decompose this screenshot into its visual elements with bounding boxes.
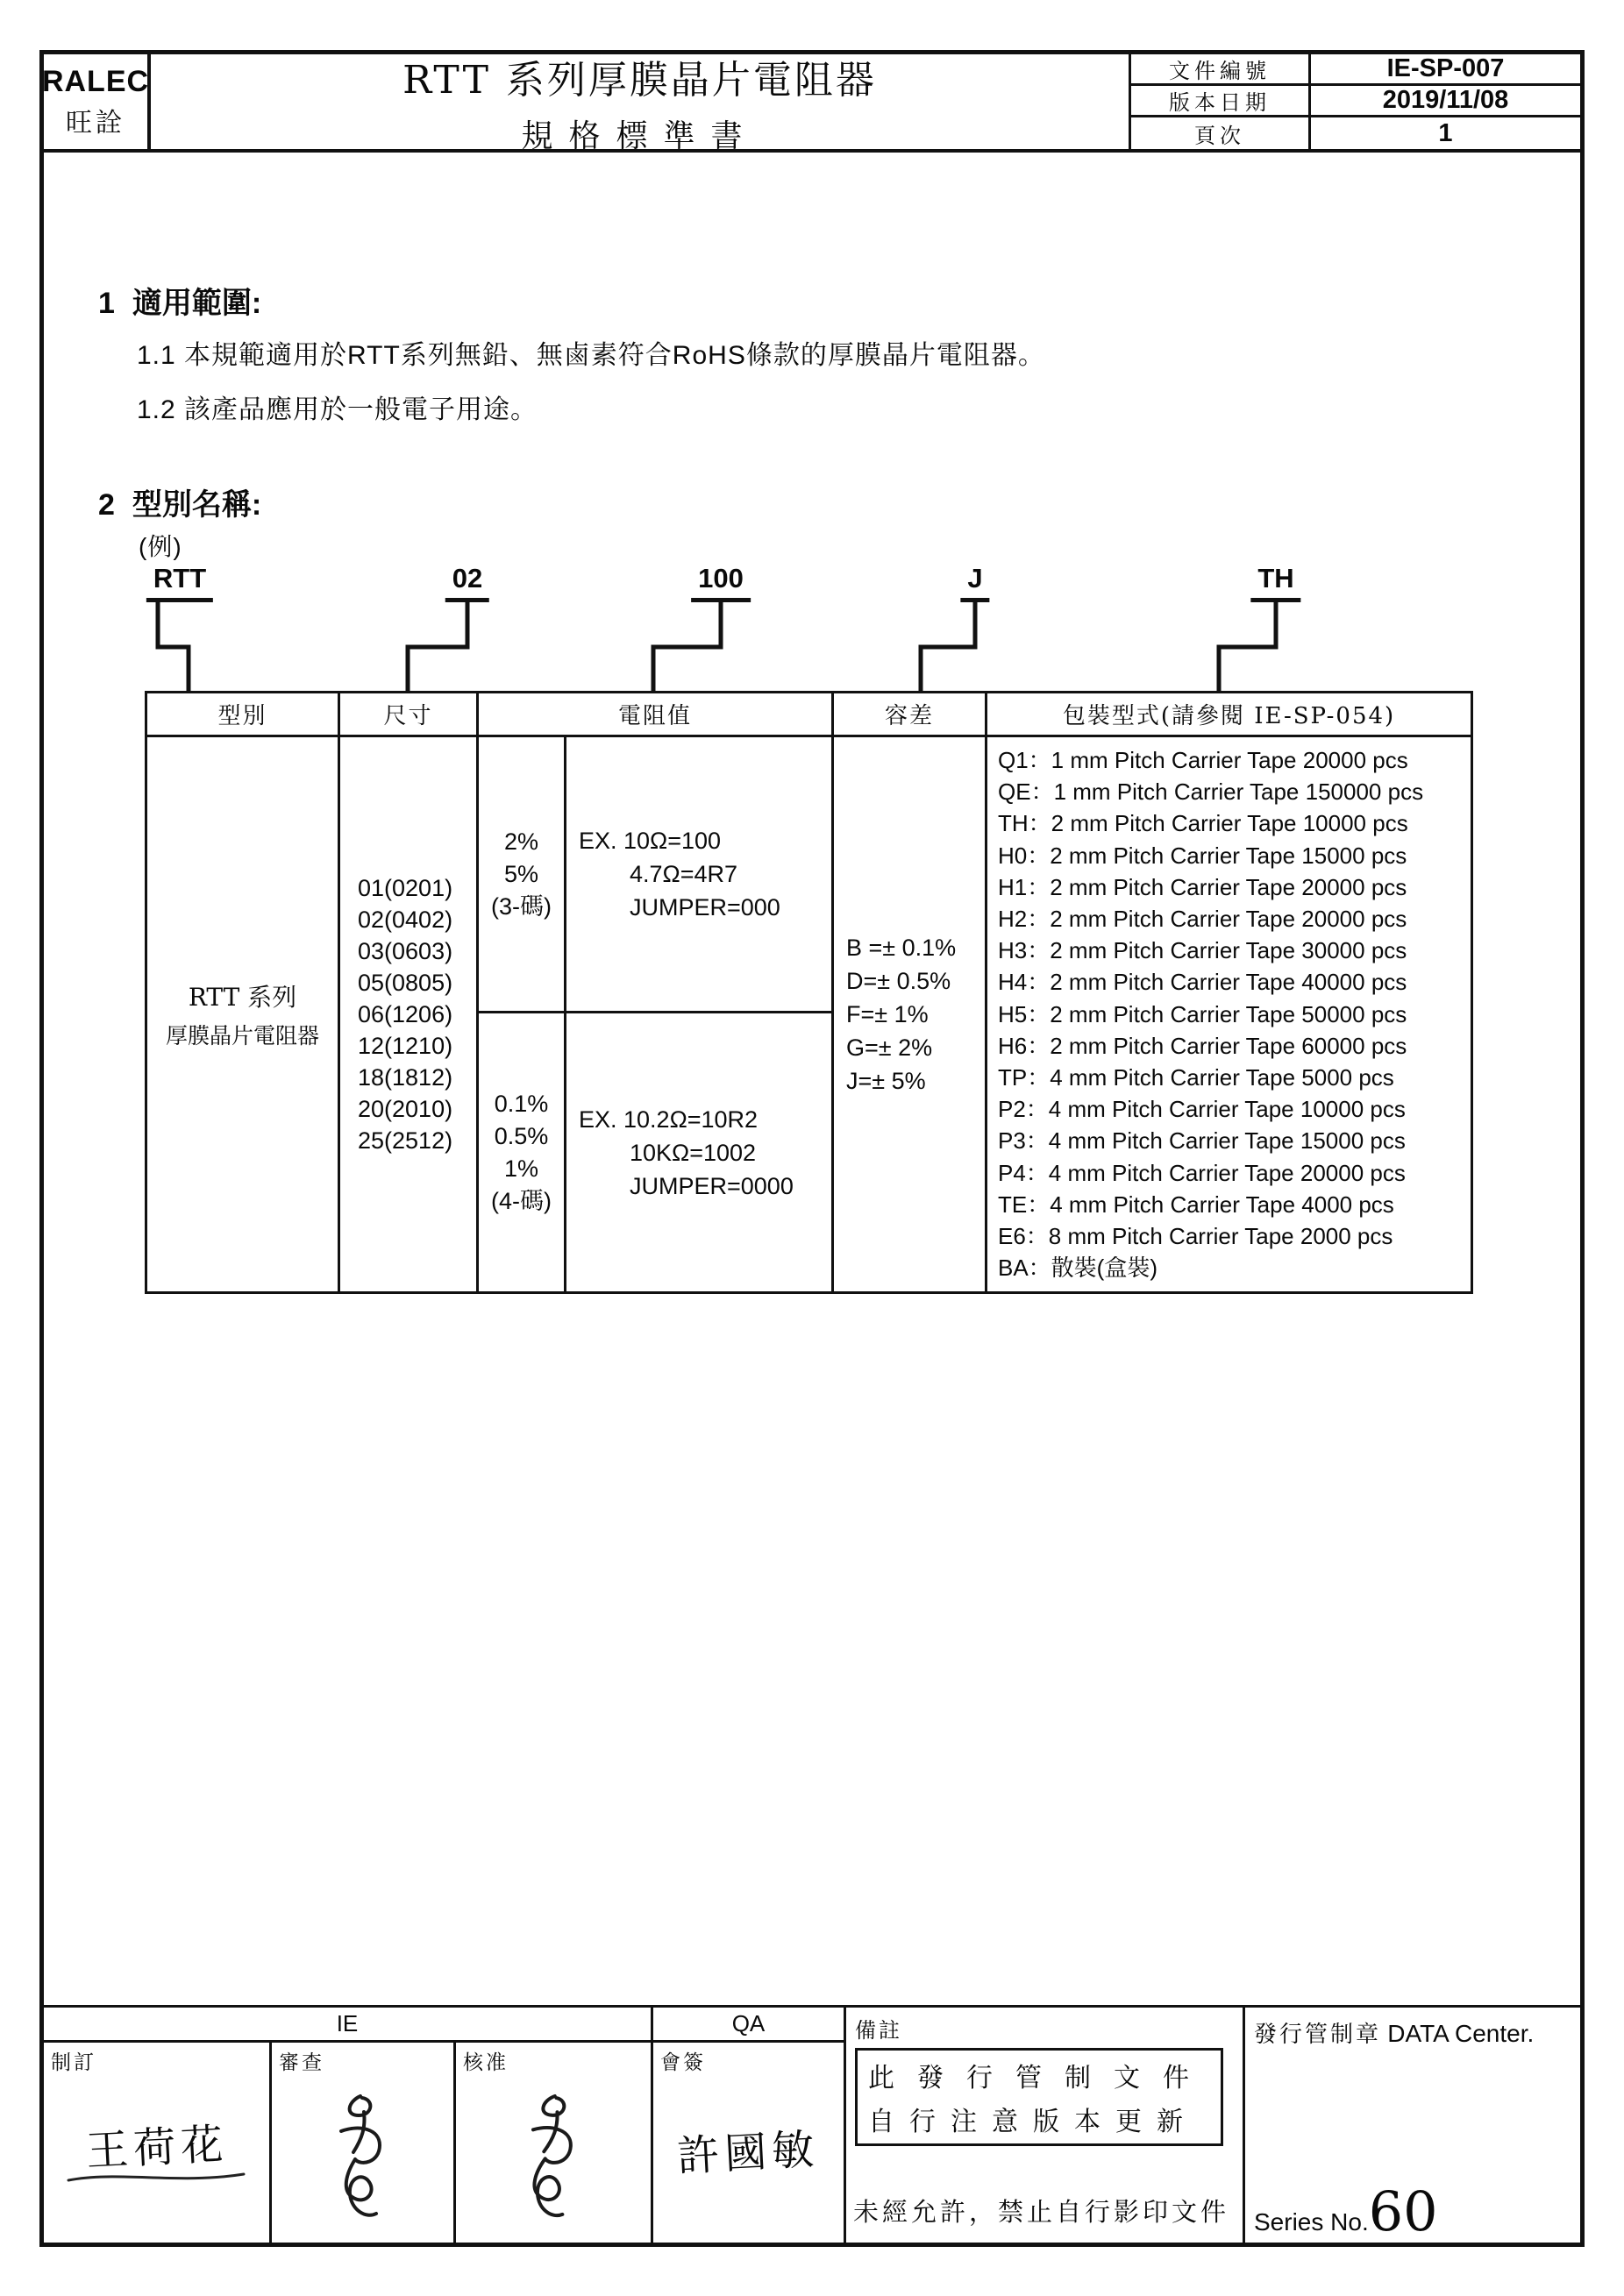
- countersign-cell: [653, 2043, 846, 2243]
- packaging-item: H5：2 mm Pitch Carrier Tape 50000 pcs: [998, 1000, 1407, 1027]
- packaging-item: TP：4 mm Pitch Carrier Tape 5000 pcs: [998, 1064, 1394, 1091]
- code-part-packing: TH: [1250, 561, 1300, 602]
- page-label: 頁次: [1131, 117, 1311, 149]
- packaging-item: P2：4 mm Pitch Carrier Tape 10000 pcs: [998, 1096, 1406, 1123]
- packaging-item: H6：2 mm Pitch Carrier Tape 60000 pcs: [998, 1032, 1407, 1059]
- tolerance-code: 2%: [503, 828, 539, 855]
- tolerance-code: 0.1%: [494, 1090, 549, 1117]
- section1-item-1: 1.1 本規範適用於RTT系列無鉛、無鹵素符合RoHS條款的厚膜晶片電阻器。: [137, 341, 1045, 370]
- size-item: 05(0805): [358, 970, 453, 996]
- drafter-cell: [44, 2043, 272, 2243]
- tolerance-code: 0.5%: [494, 1122, 549, 1149]
- document-subtitle: 規格標準書: [521, 117, 759, 154]
- packaging-item: H0：2 mm Pitch Carrier Tape 15000 pcs: [998, 842, 1407, 869]
- company-name-chinese: 旺詮: [66, 107, 125, 139]
- title-block: [151, 54, 1131, 154]
- remark-box-line-1: 此發行管制文件: [868, 2063, 1212, 2093]
- code-part-resistance: 100: [691, 561, 751, 602]
- resistance-example: EX. 10.2Ω=10R2: [579, 1105, 759, 1133]
- tolerance-code: (4-碼): [491, 1187, 552, 1214]
- remark-label: 備註: [855, 2018, 902, 2043]
- document-header: [41, 54, 1580, 154]
- packaging-list: [987, 737, 1471, 1291]
- approver-label: 核准: [463, 2051, 509, 2074]
- four-code-tolerances: [479, 1013, 566, 1291]
- packaging-item: H2：2 mm Pitch Carrier Tape 20000 pcs: [998, 906, 1407, 933]
- drafter-signature-name: 王荷花: [84, 2119, 230, 2176]
- no-copy-note: 未經允許，禁止自行影印文件: [853, 2197, 1230, 2227]
- packaging-item: TH：2 mm Pitch Carrier Tape 10000 pcs: [998, 810, 1408, 837]
- col-header-tolerance: 容差: [834, 693, 987, 737]
- tolerance-list: [834, 737, 987, 1291]
- model-line-2: 厚膜晶片電阻器: [165, 1023, 319, 1048]
- section2-title: 型別名稱:: [132, 488, 262, 522]
- resistance-example: EX. 10Ω=100: [579, 828, 722, 854]
- code-part-series: RTT: [146, 561, 213, 602]
- approver-cell: [456, 2043, 653, 2243]
- controlled-document-stamp-box: [855, 2048, 1223, 2146]
- packaging-item: H3：2 mm Pitch Carrier Tape 30000 pcs: [998, 937, 1407, 964]
- series-number-label: Series No.: [1254, 2208, 1369, 2236]
- version-date-value: 2019/11/08: [1311, 86, 1580, 117]
- size-item: 01(0201): [358, 875, 453, 901]
- issue-control-label: 發行管制章: [1254, 2022, 1382, 2048]
- document-frame: [39, 50, 1585, 2247]
- issue-control-cell: [1245, 2008, 1580, 2243]
- doc-number-label: 文件編號: [1131, 54, 1311, 86]
- packaging-item: BA：散裝(盒裝): [998, 1255, 1158, 1282]
- doc-number-value: IE-SP-007: [1311, 54, 1580, 86]
- col-header-packaging: 包裝型式(請參閱 IE-SP-054): [987, 693, 1471, 737]
- section1-number: 1: [98, 287, 115, 320]
- tolerance-code: 5%: [503, 860, 539, 887]
- packaging-item: H4：2 mm Pitch Carrier Tape 40000 pcs: [998, 969, 1407, 996]
- version-date-label: 版本日期: [1131, 86, 1311, 117]
- model-cell: [147, 737, 340, 1291]
- packaging-item: QE：1 mm Pitch Carrier Tape 150000 pcs: [998, 778, 1424, 806]
- size-list: [340, 737, 479, 1291]
- resistance-example: JUMPER=000: [630, 894, 780, 921]
- tolerance-item: D=± 0.5%: [846, 968, 951, 994]
- section2-number: 2: [98, 488, 115, 522]
- reviewer-label: 審查: [279, 2051, 324, 2074]
- packaging-item: H1：2 mm Pitch Carrier Tape 20000 pcs: [998, 873, 1407, 900]
- resistance-example: 10KΩ=1002: [630, 1139, 757, 1166]
- data-center-label: DATA Center.: [1387, 2020, 1535, 2047]
- tolerance-item: B =± 0.1%: [846, 935, 957, 961]
- packaging-item: P4：4 mm Pitch Carrier Tape 20000 pcs: [998, 1159, 1406, 1186]
- section2-heading: [98, 480, 261, 523]
- section1-item-2: 1.2 該產品應用於一般電子用途。: [137, 395, 538, 424]
- issue-control-line: [1254, 2016, 1534, 2049]
- reviewer-signature-scribble: [315, 2081, 411, 2230]
- qa-department-label: QA: [653, 2008, 846, 2043]
- col-header-size: 尺寸: [340, 693, 479, 737]
- model-line-1: RTT 系列: [188, 983, 297, 1012]
- packaging-item: Q1：1 mm Pitch Carrier Tape 20000 pcs: [998, 747, 1408, 773]
- three-code-examples: [566, 737, 834, 1013]
- tolerance-item: J=± 5%: [846, 1068, 926, 1094]
- reviewer-cell: [272, 2043, 456, 2243]
- example-label: (例): [139, 533, 182, 560]
- ie-department-label: IE: [44, 2008, 653, 2043]
- packaging-item: E6：8 mm Pitch Carrier Tape 2000 pcs: [998, 1223, 1393, 1250]
- remark-box-line-2: 自行注意版本更新: [868, 2107, 1198, 2137]
- size-item: 06(1206): [358, 1001, 453, 1027]
- series-number-value: 60: [1368, 2179, 1438, 2243]
- countersign-label: 會簽: [660, 2051, 706, 2074]
- section1-title: 適用範圍:: [132, 287, 262, 320]
- packaging-item: P3：4 mm Pitch Carrier Tape 15000 pcs: [998, 1127, 1406, 1155]
- resistance-example: 4.7Ω=4R7: [630, 861, 738, 887]
- size-item: 18(1812): [358, 1064, 453, 1091]
- drafter-label: 制訂: [51, 2051, 96, 2074]
- code-part-size: 02: [445, 561, 489, 602]
- tolerance-code: 1%: [503, 1155, 539, 1182]
- four-code-examples: [566, 1013, 834, 1291]
- tolerance-item: G=± 2%: [846, 1034, 933, 1061]
- resistance-example: JUMPER=0000: [630, 1172, 794, 1199]
- tolerance-code: (3-碼): [491, 892, 552, 920]
- size-item: 12(1210): [358, 1033, 453, 1059]
- company-name: RALEC: [41, 64, 150, 98]
- col-header-resistance: 電阻值: [479, 693, 834, 737]
- approver-signature-scribble: [500, 2078, 607, 2233]
- tolerance-item: F=± 1%: [846, 1001, 929, 1027]
- packaging-item: TE：4 mm Pitch Carrier Tape 4000 pcs: [998, 1191, 1394, 1218]
- code-connector-lines: [44, 596, 1580, 691]
- size-item: 03(0603): [358, 938, 453, 964]
- company-logo: [41, 54, 151, 149]
- drafter-signature: [65, 2101, 249, 2185]
- countersign-signature-name: 許國敏: [676, 2124, 822, 2181]
- document-title: RTT 系列厚膜晶片電阻器: [402, 57, 877, 103]
- part-number-table: [145, 691, 1473, 1294]
- three-code-tolerances: [479, 737, 566, 1013]
- approval-footer: [44, 2005, 1580, 2243]
- size-item: 25(2512): [358, 1127, 453, 1154]
- size-item: 20(2010): [358, 1096, 453, 1122]
- col-header-model: 型別: [147, 693, 340, 737]
- section1-heading: [98, 279, 261, 322]
- series-number: [1254, 2179, 1438, 2243]
- page-number: 1: [1438, 118, 1453, 147]
- code-part-tolerance: J: [960, 561, 989, 602]
- remark-cell: [846, 2008, 1245, 2243]
- size-item: 02(0402): [358, 906, 453, 933]
